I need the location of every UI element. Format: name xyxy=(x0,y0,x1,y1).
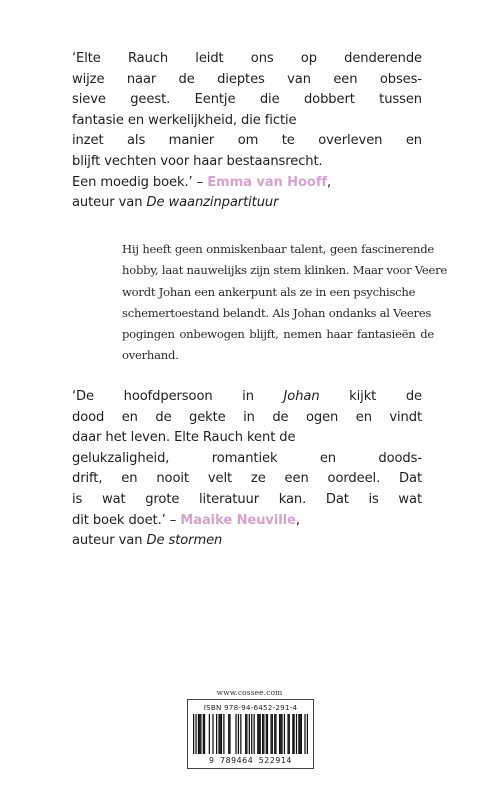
blurb-line: schemertoestand belandt. Als Johan ondanks al Veeres xyxy=(122,305,432,320)
barcode-bar xyxy=(204,714,205,754)
quote-credit xyxy=(72,531,422,552)
quote-line: sieve geest. Eentje die dobbert tussen xyxy=(72,92,422,108)
barcode-bar xyxy=(257,714,258,754)
barcode-bar xyxy=(280,714,281,754)
quote-line: ‘Elte Rauch leidt ons op denderende xyxy=(72,51,422,66)
barcode-bar xyxy=(249,714,250,754)
barcode-bar xyxy=(221,714,222,754)
quote-author: Emma van Hooff xyxy=(207,174,328,190)
barcode-bar xyxy=(304,714,305,754)
review-quote-maaike-neuville xyxy=(72,387,422,552)
barcode-bar xyxy=(254,714,255,754)
barcode-bar xyxy=(199,714,200,754)
quote-comma: , xyxy=(327,174,332,190)
quote-line: daar het leven. Elte Rauch kent de xyxy=(72,430,296,446)
barcode-bar xyxy=(245,714,246,754)
blurb-line: wordt Johan een ankerpunt als ze in een psychische xyxy=(122,284,416,299)
credit-book-title: De waanzinpartituur xyxy=(146,195,279,211)
quote-line: gelukzaligheid, romantiek en doods- xyxy=(72,450,422,466)
barcode-bar xyxy=(228,714,229,754)
barcode-bar xyxy=(229,714,230,754)
barcode-bar xyxy=(292,714,293,754)
barcode-bar xyxy=(200,714,201,754)
blurb-line: hobby, laat nauwelijks zijn stem klinken. Maar voor Veere xyxy=(122,263,448,278)
barcode-bar xyxy=(296,714,297,754)
quote-line: dood en de gekte in de ogen en vindt xyxy=(72,409,422,425)
quote-line: drift, en nooit velt ze een oordeel. Dat xyxy=(72,471,422,487)
blurb-line: pogingen onbewogen blijft, nemen haar fantasieën de xyxy=(122,327,434,342)
barcode-graphic xyxy=(193,714,308,754)
barcode-bar xyxy=(267,714,268,754)
barcode-bar xyxy=(218,714,219,754)
barcode-bar xyxy=(193,714,194,754)
barcode-bar xyxy=(281,714,282,754)
barcode-digits: 9 789464 522914 xyxy=(209,755,292,765)
quote-comma: , xyxy=(295,512,300,528)
credit-prefix: auteur van xyxy=(72,533,147,549)
book-blurb xyxy=(122,239,448,367)
barcode-bar xyxy=(251,714,252,754)
barcode-bar xyxy=(220,714,221,754)
barcode-bar xyxy=(266,714,267,754)
barcode-bar xyxy=(238,714,239,754)
barcode-bar xyxy=(195,714,196,754)
credit-book-title: De stormen xyxy=(146,533,223,549)
quote-closing: Een moedig boek.’ – xyxy=(72,174,208,190)
barcode-bar xyxy=(272,714,273,754)
quote-line: blijft vechten voor haar bestaansrecht. xyxy=(72,153,323,169)
barcode-bar xyxy=(284,714,285,754)
barcode-bar xyxy=(275,714,276,754)
barcode-bar xyxy=(262,714,263,754)
barcode-bar xyxy=(209,714,210,754)
barcode-bar xyxy=(289,714,290,754)
barcode-bar xyxy=(223,714,224,754)
barcode-bar xyxy=(235,714,236,754)
barcode-bar xyxy=(279,714,280,754)
barcode-bar xyxy=(293,714,294,754)
quote-attribution-line xyxy=(72,511,422,532)
barcode-bar xyxy=(258,714,259,754)
quote-text: kijkt de xyxy=(319,389,423,404)
barcode-bar xyxy=(300,714,301,754)
quote-line xyxy=(72,387,422,408)
barcode-bar xyxy=(203,714,204,754)
quote-line: wijze naar de dieptes van een obses- xyxy=(72,71,422,87)
barcode-bar xyxy=(287,714,288,754)
barcode-bar xyxy=(298,714,299,754)
barcode-bar xyxy=(212,714,213,754)
quote-closing: dit boek doet.’ – xyxy=(72,512,181,528)
barcode-bar xyxy=(263,714,264,754)
credit-prefix: auteur van xyxy=(72,195,147,211)
barcode-bar xyxy=(246,714,247,754)
barcode-bar xyxy=(216,714,217,754)
barcode-bar xyxy=(240,714,241,754)
blurb-line: Hij heeft geen onmiskenbaar talent, geen fascinerende xyxy=(122,242,434,256)
quote-attribution-line xyxy=(72,173,422,194)
publisher-website: www.cossee.com xyxy=(216,688,283,697)
isbn-number: ISBN 978-94-6452-291-4 xyxy=(203,703,298,712)
barcode-bar xyxy=(198,714,199,754)
blurb-line: overhand. xyxy=(122,348,179,363)
quote-line: inzet als manier om te overleven en xyxy=(72,133,422,149)
review-quote-emma-van-hooff xyxy=(72,49,422,214)
quote-author: Maaike Neuville xyxy=(180,512,296,528)
quote-book-title: Johan xyxy=(283,389,320,404)
quote-credit xyxy=(72,193,422,214)
barcode-bar xyxy=(260,714,261,754)
quote-line: fantasie en werkelijkheid, die fictie xyxy=(72,112,297,128)
quote-text: ‘De hoofdpersoon in xyxy=(72,389,284,404)
barcode-bar xyxy=(274,714,275,754)
barcode-bar xyxy=(307,714,308,754)
barcode-bar xyxy=(270,714,271,754)
quote-line: is wat grote literatuur kan. Dat is wat xyxy=(72,491,422,507)
isbn-barcode-box xyxy=(187,699,314,769)
barcode-bar xyxy=(301,714,302,754)
